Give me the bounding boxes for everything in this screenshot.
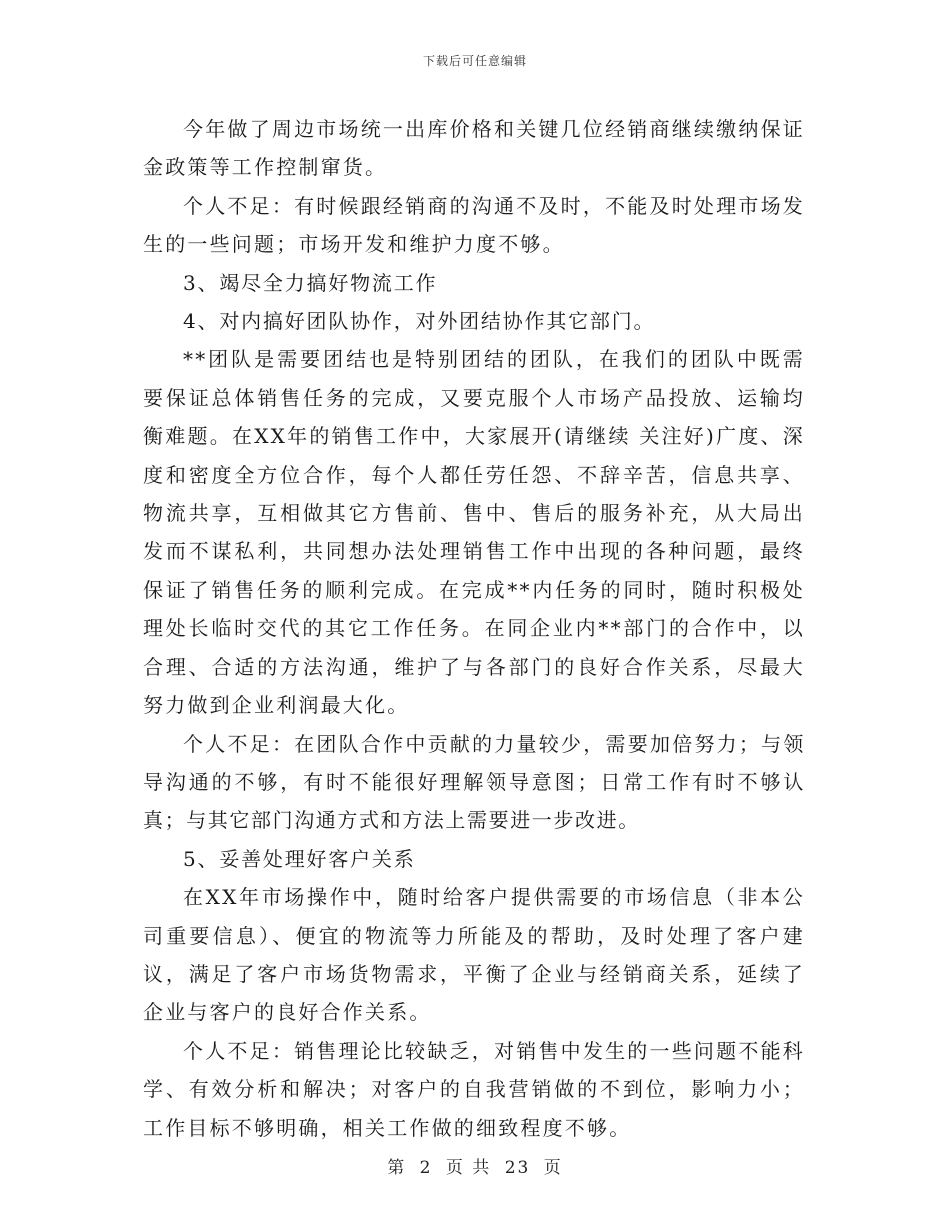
footer-prefix: 第 <box>387 1158 407 1178</box>
paragraph: 今年做了周边市场统一出库价格和关键几位经销商继续缴纳保证金政策等工作控制窜货。 <box>143 117 805 180</box>
section-heading: 5、妥善处理好客户关系 <box>183 846 416 871</box>
current-page-number: 2 <box>419 1158 433 1178</box>
footer-middle: 页 共 <box>445 1158 492 1178</box>
section-heading: 4、对内搞好团队协作，对外团结协作其它部门。 <box>183 309 656 334</box>
section-heading: 3、竭尽全力搞好物流工作 <box>183 270 438 295</box>
header-note: 下载后可任意编辑 <box>422 54 527 68</box>
paragraph: 个人不足：有时候跟经销商的沟通不及时，不能及时处理市场发生的一些问题；市场开发和维护力度不够。 <box>143 193 805 257</box>
page-footer <box>0 1153 950 1178</box>
total-page-count: 23 <box>504 1158 531 1178</box>
footer-suffix: 页 <box>543 1158 563 1178</box>
paragraph: 个人不足：在团队合作中贡献的力量较少，需要加倍努力；与领导沟通的不够，有时不能很好理解领导意图；日常工作有时不够认真；与其它部门沟通方式和方法上需要进一步改进。 <box>143 731 805 833</box>
paragraph: 在XX年市场操作中，随时给客户提供需要的市场信息（非本公司重要信息）、便宜的物流等力所能及的帮助，及时处理了客户建议，满足了客户市场货物需求，平衡了企业与经销商关系，延续了企业与客户的良好合作关系。 <box>143 885 805 1025</box>
document-body <box>143 110 805 1147</box>
paragraph: **团队是需要团结也是特别团结的团队，在我们的团队中既需要保证总体销售任务的完成，又要克服个人市场产品投放、运输均衡难题。在XX年的销售工作中，大家展开(请继续 关注好)广度、深度和密度全方位合作，每个人都任劳任怨、不辞辛苦，信息共享、物流共享，互相做其它方售前、售中、售后的服务补充，从大局出发而不谋私利，共同想办法处理销售工作中出现的各种问题，最终保证了销售任务的顺利完成。在完成**内任务的同时，随时积极处理处长临时交代的其它工作任务。在同企业内**部门的合作中，以合理、合适的方法沟通，维护了与各部门的良好合作关系，尽最大努力做到企业利润最大化。 <box>143 347 805 718</box>
paragraph: 个人不足：销售理论比较缺乏，对销售中发生的一些问题不能科学、有效分析和解决；对客户的自我营销做的不到位，影响力小；工作目标不够明确，相关工作做的细致程度不够。 <box>143 1038 805 1140</box>
